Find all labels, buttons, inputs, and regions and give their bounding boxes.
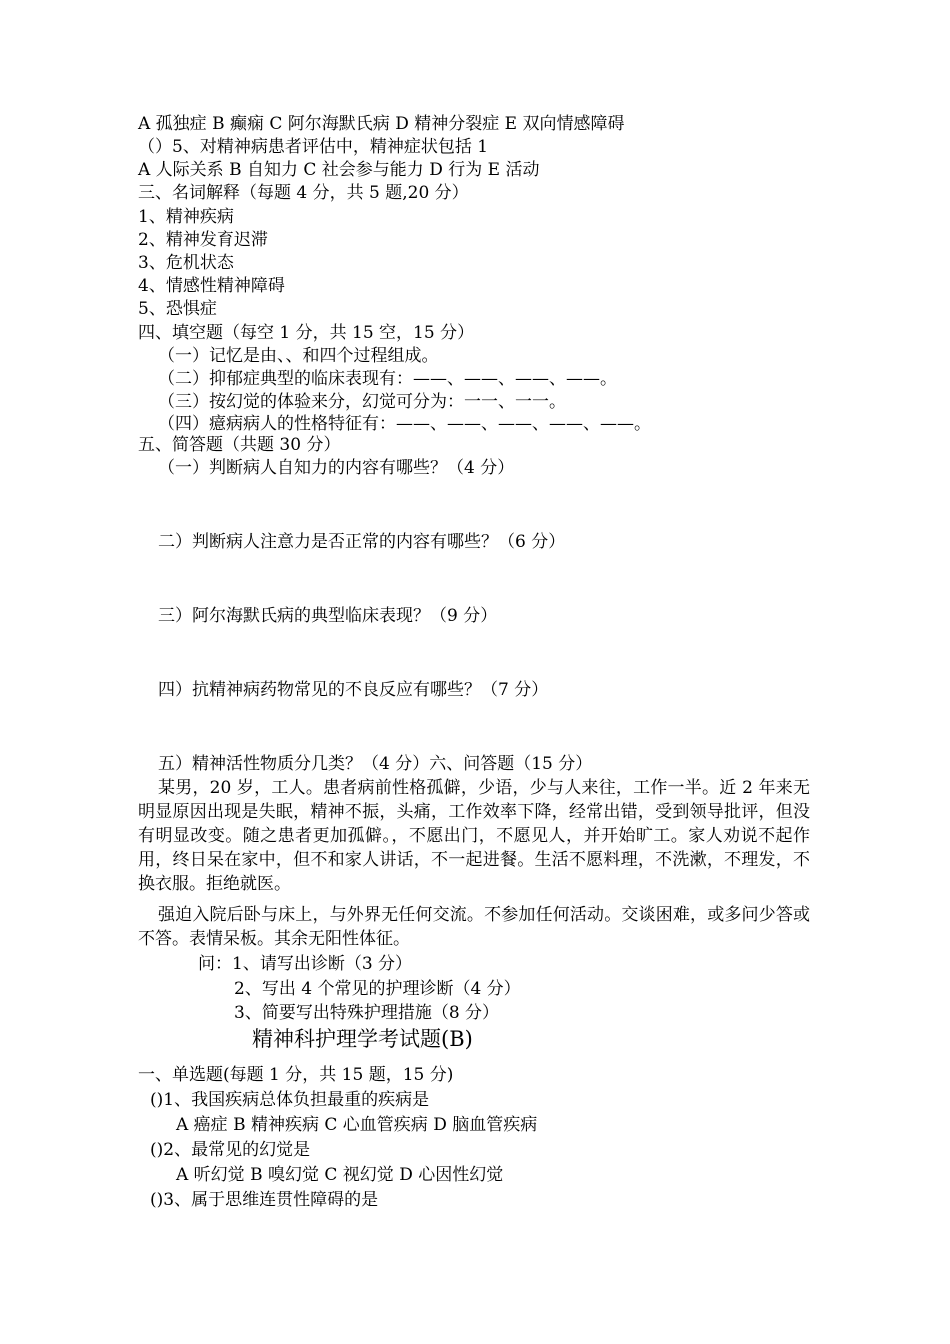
short-answer-item: 三）阿尔海默氏病的典型临床表现？（9 分） xyxy=(158,606,498,626)
fill-blank-item: （四）癔病病人的性格特征有：——、——、——、——、——。 xyxy=(158,414,651,434)
term-item: 2、精神发育迟滞 xyxy=(138,230,268,250)
case-question: 3、简要写出特殊护理措施（8 分） xyxy=(234,1003,500,1023)
fill-blank-item: （三）按幻觉的体验来分，幻觉可分为：一一、一一。 xyxy=(158,392,566,412)
fill-blank-item: （二）抑郁症典型的临床表现有：——、——、——、——。 xyxy=(158,369,617,389)
short-answer-item: （一）判断病人自知力的内容有哪些？（4 分） xyxy=(158,458,515,478)
fill-blank-item: （一）记忆是由、、和四个过程组成。 xyxy=(158,346,439,366)
term-item: 5、恐惧症 xyxy=(138,299,217,319)
term-item: 4、情感性精神障碍 xyxy=(138,276,285,296)
section1-heading: 一、单选题(每题 1 分，共 15 题，15 分) xyxy=(138,1065,454,1085)
mc-question: ()1、我国疾病总体负担最重的疾病是 xyxy=(150,1090,430,1110)
short-answer-item: 四）抗精神病药物常见的不良反应有哪些？（7 分） xyxy=(158,680,549,700)
mc-options: A 癌症 B 精神疾病 C 心血管疾病 D 脑血管疾病 xyxy=(176,1115,538,1135)
exam-title: 精神科护理学考试题(B) xyxy=(252,1027,473,1051)
mc-options: A 听幻觉 B 嗅幻觉 C 视幻觉 D 心因性幻觉 xyxy=(176,1165,504,1185)
term-item: 3、危机状态 xyxy=(138,253,234,273)
short-answer-item: 五）精神活性物质分几类？（4 分）六、问答题（15 分） xyxy=(158,754,593,774)
short-answer-item: 二）判断病人注意力是否正常的内容有哪些？（6 分） xyxy=(158,532,566,552)
q5-options: A 人际关系 B 自知力 C 社会参与能力 D 行为 E 活动 xyxy=(138,160,540,180)
case-paragraph: 某男，20 岁，工人。患者病前性格孤僻，少语，少与人来往，工作一半。近 2 年来无明显原因出现是失眠，精神不振，头痛，工作效率下降，经常出错，受到领导批评，但没有明显改变。随之患者更加孤僻。，不愿出门，不愿见人，并开始旷工。家人劝说不起作用，终日呆在家中，但不和家人讲话，不一起进餐。生活不愿料理，不洗漱，不理发，不换衣服。拒绝就医。 xyxy=(138,778,810,894)
mc-question: ()2、最常见的幻觉是 xyxy=(150,1140,311,1160)
q5-question: （）5、对精神病患者评估中，精神症状包括 1 xyxy=(138,137,489,157)
q4-options: A 孤独症 B 癫痫 C 阿尔海默氏病 D 精神分裂症 E 双向情感障碍 xyxy=(138,114,625,134)
mc-question: ()3、属于思维连贯性障碍的是 xyxy=(150,1190,379,1210)
case-question: 问：1、请写出诊断（3 分） xyxy=(198,954,413,974)
section4-heading: 四、填空题（每空 1 分，共 15 空，15 分） xyxy=(138,323,475,343)
section3-heading: 三、名词解释（每题 4 分，共 5 题,20 分） xyxy=(138,183,469,203)
case-question: 2、写出 4 个常见的护理诊断（4 分） xyxy=(234,979,521,999)
section5-heading: 五、简答题（共题 30 分） xyxy=(138,435,341,455)
case-paragraph: 强迫入院后卧与床上，与外界无任何交流。不参加任何活动。交谈困难，或多问少答或不答。表情呆板。其余无阳性体征。 xyxy=(138,905,810,949)
term-item: 1、精神疾病 xyxy=(138,207,234,227)
